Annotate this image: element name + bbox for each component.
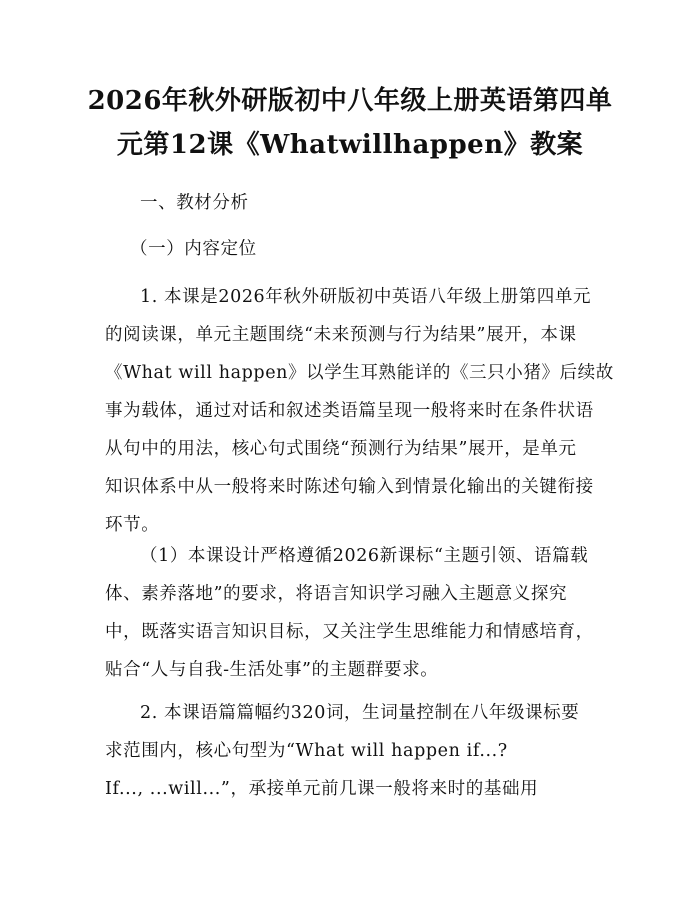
- document-title-line-1: 2026年秋外研版初中八年级上册英语第四单: [87, 86, 613, 116]
- paragraph-line: （1）本课设计严格遵循2026新课标“主题引领、语篇载: [140, 546, 589, 566]
- paragraph-line: 求范围内，核心句型为“What will happen if...?: [105, 741, 508, 761]
- paragraph-line: 的阅读课，单元主题围绕“未来预测与行为结果”展开，本课: [105, 325, 577, 345]
- paragraph-line: 体、素养落地”的要求，将语言知识学习融入主题意义探究: [105, 584, 568, 604]
- document-title-line-2: 元第12课《Whatwillhappen》教案: [116, 130, 584, 160]
- paragraph-line: 中，既落实语言知识目标，又关注学生思维能力和情感培育，: [105, 622, 594, 642]
- paragraph-line: 1. 本课是2026年秋外研版初中英语八年级上册第四单元: [140, 287, 592, 307]
- paragraph-line: 事为载体，通过对话和叙述类语篇呈现一般将来时在条件状语: [105, 401, 594, 421]
- section-heading: 一、教材分析: [140, 193, 249, 213]
- paragraph-line: 从句中的用法，核心句式围绕“预测行为结果”展开，是单元: [105, 439, 577, 459]
- paragraph-line: If..., ...will...”，承接单元前几课一般将来时的基础用: [105, 779, 539, 799]
- paragraph-line: 《What will happen》以学生耳熟能详的《三只小猪》后续故: [105, 363, 614, 383]
- paragraph-line: 贴合“人与自我-生活处事”的主题群要求。: [105, 660, 439, 680]
- paragraph-line: 2. 本课语篇篇幅约320词，生词量控制在八年级课标要: [140, 703, 580, 723]
- paragraph-3: [105, 694, 605, 808]
- subsection-heading: （一）内容定位: [130, 239, 257, 259]
- paragraph-2: [105, 537, 605, 689]
- paragraph-1: [105, 278, 614, 544]
- paragraph-line: 知识体系中从一般将来时陈述句输入到情景化输出的关键衔接: [105, 477, 594, 497]
- paragraph-line: 环节。: [105, 515, 160, 535]
